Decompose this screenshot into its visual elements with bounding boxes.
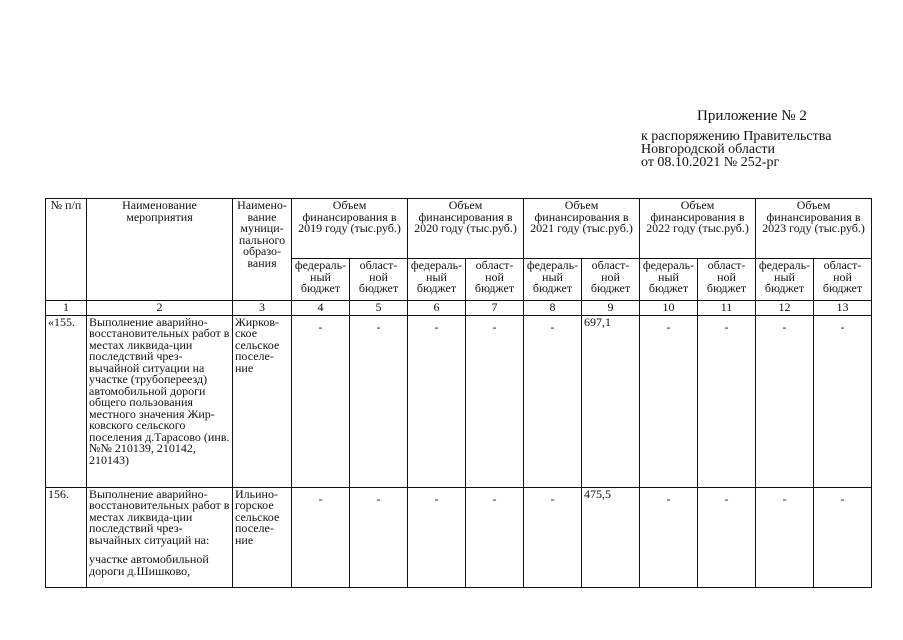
row-number: «155. bbox=[46, 315, 87, 487]
column-number: 4 bbox=[292, 301, 350, 316]
header-regional: област-ной бюджет bbox=[582, 259, 640, 301]
row-number: 156. bbox=[46, 487, 87, 587]
column-number: 3 bbox=[233, 301, 292, 316]
header-num: № п/п bbox=[46, 199, 87, 301]
row-activity-name-extra: участке автомобильной дороги д.Шишково, bbox=[89, 552, 209, 578]
header-year-2023: Объем финансирования в 2023 году (тыс.руб.) bbox=[756, 199, 872, 259]
header-federal: федераль-ный бюджет bbox=[292, 259, 350, 301]
row-value: 697,1 bbox=[582, 315, 640, 487]
row-activity-name: Выполнение аварийно-восстановительных работ в местах ликвида-ции последствий чрез-вычайной ситуации на участке (трубопереезд) автомобильной дороги общего пользования местного значения Жир-ковского сельского поселения д.Тарасово (инв.№№ 210139, 210142, 210143) bbox=[87, 315, 233, 487]
row-value: - bbox=[350, 487, 408, 587]
appendix-title: Приложение № 2 bbox=[697, 108, 807, 124]
column-number: 2 bbox=[87, 301, 233, 316]
header-federal: федераль-ный бюджет bbox=[756, 259, 814, 301]
row-value: - bbox=[524, 315, 582, 487]
appendix-line-2: Новгородской области bbox=[641, 142, 775, 157]
row-value: - bbox=[756, 315, 814, 487]
row-value: - bbox=[292, 487, 350, 587]
column-number: 11 bbox=[698, 301, 756, 316]
row-value: - bbox=[408, 487, 466, 587]
header-year-2020: Объем финансирования в 2020 году (тыс.руб.) bbox=[408, 199, 524, 259]
table-row bbox=[46, 487, 872, 587]
column-number: 5 bbox=[350, 301, 408, 316]
row-value: 475,5 bbox=[582, 487, 640, 587]
column-number: 6 bbox=[408, 301, 466, 316]
column-number: 12 bbox=[756, 301, 814, 316]
column-number: 10 bbox=[640, 301, 698, 316]
header-year-2022: Объем финансирования в 2022 году (тыс.руб.) bbox=[640, 199, 756, 259]
row-value: - bbox=[640, 315, 698, 487]
row-municipality: Ильино-горское сельское поселе-ние bbox=[233, 487, 292, 587]
column-number: 13 bbox=[814, 301, 872, 316]
row-value: - bbox=[466, 487, 524, 587]
header-regional: област-ной бюджет bbox=[350, 259, 408, 301]
financing-table bbox=[45, 198, 872, 588]
header-year-2021: Объем финансирования в 2021 году (тыс.руб.) bbox=[524, 199, 640, 259]
appendix-line-3: от 08.10.2021 № 252-рг bbox=[641, 155, 780, 170]
row-value: - bbox=[408, 315, 466, 487]
row-value: - bbox=[640, 487, 698, 587]
row-value: - bbox=[698, 315, 756, 487]
header-regional: област-ной бюджет bbox=[814, 259, 872, 301]
appendix-line-1: к распоряжению Правительства bbox=[641, 129, 832, 144]
header-regional: област-ной бюджет bbox=[466, 259, 524, 301]
row-value: - bbox=[524, 487, 582, 587]
row-value: - bbox=[814, 487, 872, 587]
row-activity-name: Выполнение аварийно-восстановительных работ в местах ликвида-ции последствий чрез-вычайных ситуаций на: bbox=[89, 487, 230, 547]
appendix-header bbox=[641, 110, 891, 169]
header-year-2019: Объем финансирования в 2019 году (тыс.руб.) bbox=[292, 199, 408, 259]
column-number: 9 bbox=[582, 301, 640, 316]
header-municipality: Наимено-вание муници-пального образо-вания bbox=[233, 199, 292, 301]
row-value: - bbox=[756, 487, 814, 587]
column-number-row bbox=[46, 301, 872, 316]
row-value: - bbox=[292, 315, 350, 487]
header-name: Наименование мероприятия bbox=[87, 199, 233, 301]
column-number: 1 bbox=[46, 301, 87, 316]
header-federal: федераль-ный бюджет bbox=[640, 259, 698, 301]
column-number: 8 bbox=[524, 301, 582, 316]
header-federal: федераль-ный бюджет bbox=[408, 259, 466, 301]
header-federal: федераль-ный бюджет bbox=[524, 259, 582, 301]
row-activity-name-cell bbox=[87, 487, 233, 587]
table-row bbox=[46, 315, 872, 487]
row-value: - bbox=[350, 315, 408, 487]
row-value: - bbox=[466, 315, 524, 487]
row-municipality: Жирков-ское сельское поселе-ние bbox=[233, 315, 292, 487]
row-value: - bbox=[814, 315, 872, 487]
column-number: 7 bbox=[466, 301, 524, 316]
row-value: - bbox=[698, 487, 756, 587]
header-regional: област-ной бюджет bbox=[698, 259, 756, 301]
